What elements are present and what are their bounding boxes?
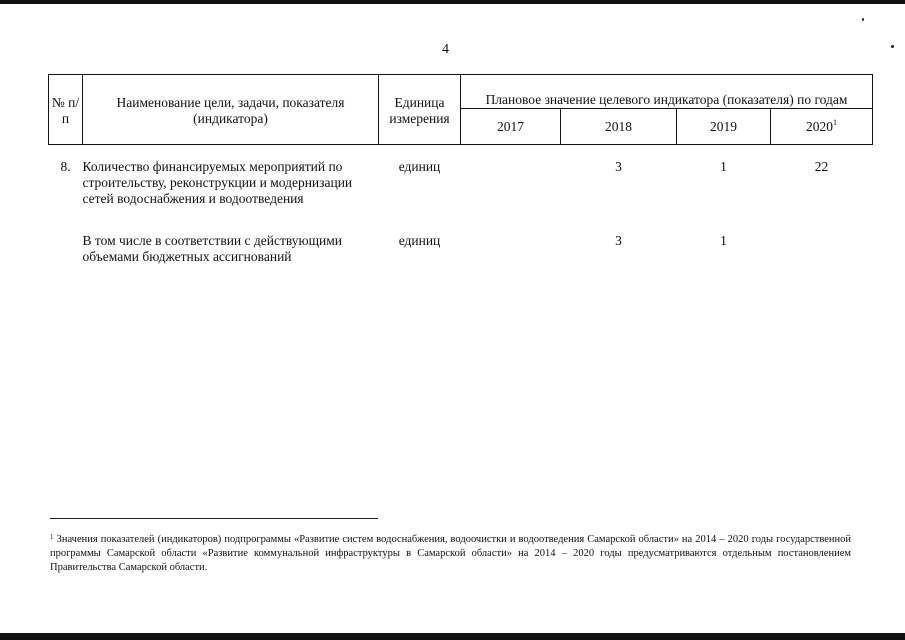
row-value-2018: 3 [615,233,622,248]
scan-border-top [0,0,905,4]
footnote-separator [50,518,378,519]
indicators-table [48,74,873,265]
scan-speck [862,18,864,21]
header-year-2019: 2019 [677,109,771,145]
footnote-ref-marker: 1 [833,117,837,127]
header-year-2017: 2017 [461,109,561,145]
row-value-2017 [461,233,561,265]
footnote [50,533,851,575]
row-num [49,233,83,265]
row-value-2019: 1 [720,233,727,248]
row-name: Количество финансируемых мероприятий по строительству, реконструкции и модернизации сетей водоснабжения и водоотведения [82,159,353,206]
header-year-2020-text: 2020 [806,118,833,134]
row-name: В том числе в соответствии с действующими объемами бюджетных ассигнований [82,233,343,264]
row-value-2019: 1 [720,159,727,174]
row-value-2018: 3 [615,159,622,174]
table-row [49,145,873,234]
scan-border-bottom [0,633,905,640]
header-num: № п/п [49,75,83,145]
header-year-2020 [771,109,873,145]
header-unit: Единица измерения [379,75,461,145]
scan-speck [891,45,894,48]
header-plan-group: Плановое значение целевого индикатора (показателя) по годам [461,75,873,109]
row-value-2020: 22 [814,159,829,174]
row-num: 8. [60,159,71,174]
row-value-2017 [461,145,561,234]
page-number: 4 [442,42,449,57]
row-unit: единиц [398,159,441,174]
table-row [49,233,873,265]
row-unit: единиц [398,233,441,248]
footnote-text: Значения показателей (индикаторов) подпрограммы «Развитие систем водоснабжения, водоочистки и водоотведения Самарской области» на 2014 – 2020 годы государственной программы Самарской области «Развитие коммунальной инфраструктуры в Самарской области» на 2014 – 2020 годы предусматриваются отдельным постановлением Правительства Самарской области. [50,534,851,573]
header-year-2018: 2018 [561,109,677,145]
row-value-2020 [771,233,873,265]
footnote-marker: 1 [50,533,54,541]
header-name: Наименование цели, задачи, показателя (индикатора) [83,75,379,145]
